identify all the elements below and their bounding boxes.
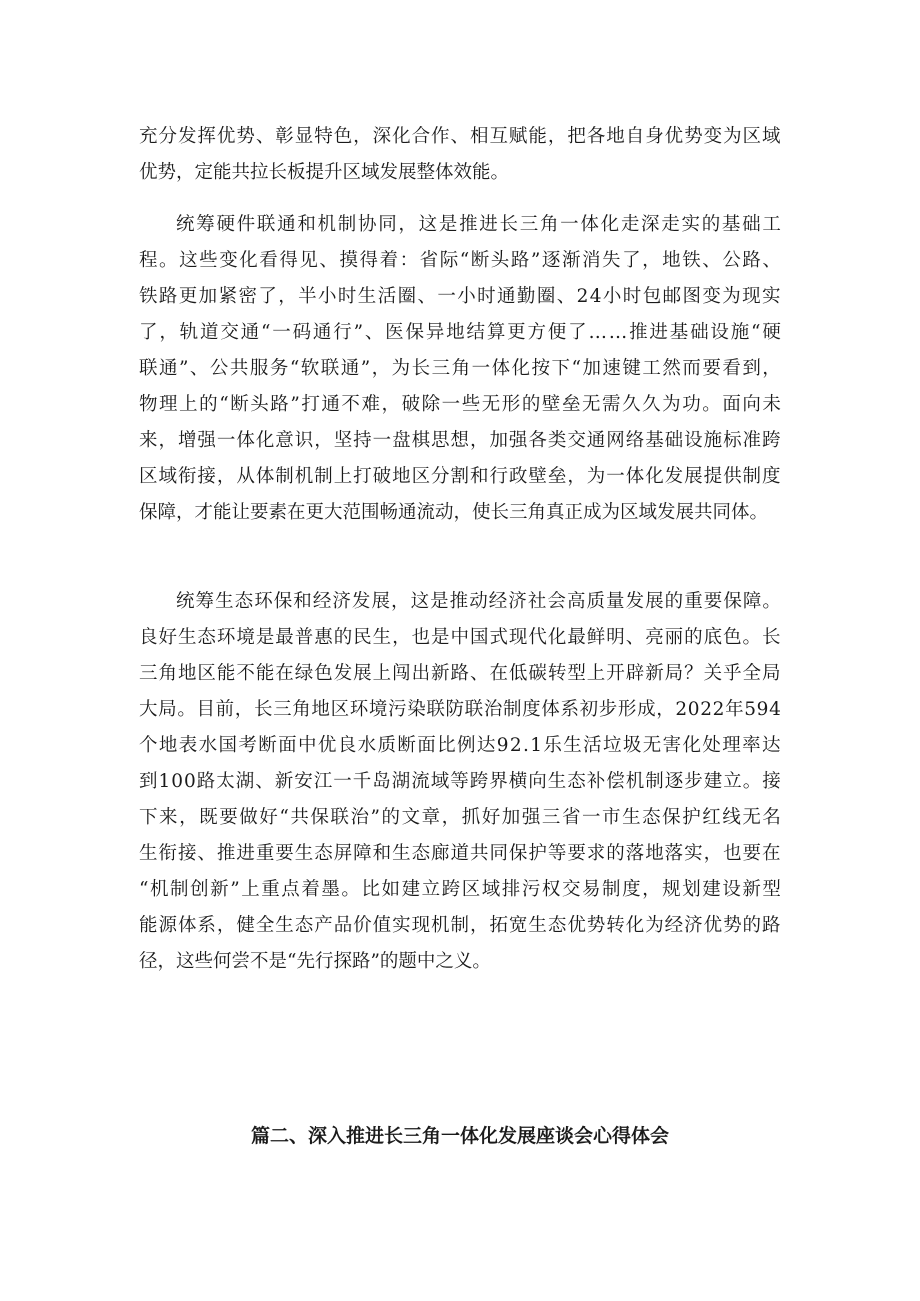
paragraph-1 — [139, 119, 781, 191]
text-line: 到 1 0 0 路 太 湖 、 新 安 江 一 千 岛 湖 流 域 等 跨 界 横 向 生 态 补 偿 机 制 逐 步 建 立 。 接 — [139, 771, 781, 792]
text-line: 良 好 生 态 环 境 是 最 普 惠 的 民 生 ， 也 是 中 国 式 现 代 化 最 鲜 明 、 亮 丽 的 底 色 。 长 — [139, 627, 781, 648]
text-line: 统 筹 硬 件 联 通 和 机 制 协 同 ， 这 是 推 进 长 三 角 一 体 化 走 深 走 实 的 基 础 工 — [176, 214, 781, 235]
text-line: 下 来 ， 既 要 做 好 “ 共 保 联 治 ” 的 文 章 ， 抓 好 加 强 三 省 一 市 生 态 保 护 红 线 无 名 — [139, 807, 781, 828]
text-line: 径，这些何尝不是“先行探路”的题中之义。 — [139, 951, 491, 972]
text-line: 物 理 上 的 “ 断 头 路 ” 打 通 不 难 ， 破 除 一 些 无 形 的 壁 垒 无 需 久 久 为 功 。 面 向 未 — [139, 394, 781, 415]
text-line: 了 ， 轨 道 交 通 “ 一 码 通 行 ” 、 医 保 异 地 结 算 更 方 便 了 … … 推 进 基 础 设 施 “ 硬 — [139, 322, 781, 343]
text-line: 大 局 。 目 前 ， 长 三 角 地 区 环 境 污 染 联 防 联 治 制 度 体 系 初 步 形 成 ， 2 0 2 2 年 5 9 4 — [139, 699, 781, 720]
text-line: 能 源 体 系 ， 健 全 生 态 产 品 价 值 实 现 机 制 ， 拓 宽 生 态 优 势 转 化 为 经 济 优 势 的 路 — [139, 915, 781, 936]
text-line: 铁 路 更 加 紧 密 了 ， 半 小 时 生 活 圈 、 一 小 时 通 勤 圈 、 2 4 小 时 包 邮 图 变 为 现 实 — [139, 286, 781, 307]
text-line: “ 机 制 创 新 ” 上 重 点 着 墨 。 比 如 建 立 跨 区 域 排 污 权 交 易 制 度 ， 规 划 建 设 新 型 — [139, 879, 781, 900]
text-line: 充 分 发 挥 优 势 、 彰 显 特 色 ， 深 化 合 作 、 相 互 赋 能 ， 把 各 地 自 身 优 势 变 为 区 域 — [139, 126, 781, 147]
text-line: 程 。 这 些 变 化 看 得 见 、 摸 得 着 ： 省 际 “ 断 头 路 ” 逐 渐 消 失 了 ， 地 铁 、 公 路 、 — [139, 250, 781, 271]
text-line: 优势，定能共拉长板提升区域发展整体效能。 — [139, 162, 510, 183]
text-line: 个 地 表 水 国 考 断 面 中 优 良 水 质 断 面 比 例 达 9 2 . 1 乐 生 活 垃 圾 无 害 化 处 理 率 达 — [139, 735, 781, 756]
paragraph-3 — [139, 584, 781, 980]
text-line: 区 域 衔 接 ， 从 体 制 机 制 上 打 破 地 区 分 割 和 行 政 壁 垒 ， 为 一 体 化 发 展 提 供 制 度 — [139, 466, 781, 487]
text-line: 生 衔 接 、 推 进 重 要 生 态 屏 障 和 生 态 廊 道 共 同 保 护 等 要 求 的 落 地 落 实 ， 也 要 在 — [139, 843, 781, 864]
text-line: 三 角 地 区 能 不 能 在 绿 色 发 展 上 闯 出 新 路 、 在 低 碳 转 型 上 开 辟 新 局 ？ 关 乎 全 局 — [139, 663, 781, 684]
section-title: 篇二、深入推进长三角一体化发展座谈会心得体会 — [250, 1125, 669, 1147]
text-line: 统 筹 生 态 环 保 和 经 济 发 展 ， 这 是 推 动 经 济 社 会 高 质 量 发 展 的 重 要 保 障 。 — [176, 591, 781, 612]
text-line: 来 ， 增 强 一 体 化 意 识 ， 坚 持 一 盘 棋 思 想 ， 加 强 各 类 交 通 网 络 基 础 设 施 标 准 跨 — [139, 430, 781, 451]
text-line: 保障，才能让要素在更大范围畅通流动，使长三角真正成为区域发展共同体。 — [139, 502, 769, 523]
text-line: 联 通 ” 、 公 共 服 务 “ 软 联 通 ” ， 为 长 三 角 一 体 化 按 下 “ 加 速 键 工 然 而 要 看 到 ， — [139, 358, 781, 379]
paragraph-2 — [139, 207, 781, 531]
